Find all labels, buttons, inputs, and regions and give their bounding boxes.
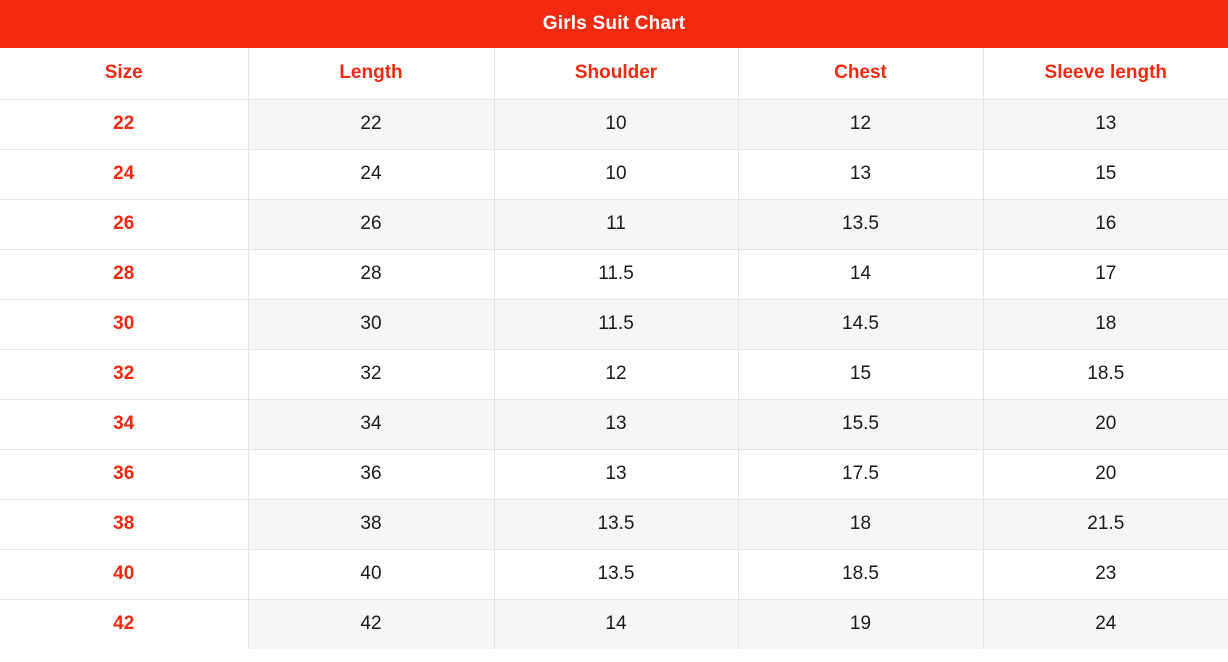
table-row — [0, 599, 1228, 649]
cell-sleeve-length: 17 — [983, 249, 1228, 299]
table-row — [0, 349, 1228, 399]
table-row — [0, 399, 1228, 449]
cell-chest: 13.5 — [738, 199, 983, 249]
table-row — [0, 149, 1228, 199]
cell-length: 36 — [248, 449, 494, 499]
cell-size: 32 — [0, 349, 248, 399]
cell-size: 30 — [0, 299, 248, 349]
cell-length: 28 — [248, 249, 494, 299]
cell-shoulder: 14 — [494, 599, 738, 649]
cell-length: 26 — [248, 199, 494, 249]
cell-length: 30 — [248, 299, 494, 349]
cell-size: 34 — [0, 399, 248, 449]
cell-chest: 14 — [738, 249, 983, 299]
table-row — [0, 299, 1228, 349]
cell-shoulder: 13 — [494, 449, 738, 499]
chart-body — [0, 99, 1228, 649]
cell-chest: 15.5 — [738, 399, 983, 449]
cell-shoulder: 10 — [494, 99, 738, 149]
cell-length: 40 — [248, 549, 494, 599]
table-row — [0, 199, 1228, 249]
cell-size: 36 — [0, 449, 248, 499]
cell-size: 26 — [0, 199, 248, 249]
cell-size: 40 — [0, 549, 248, 599]
cell-size: 22 — [0, 99, 248, 149]
chart-title-row — [0, 0, 1228, 48]
cell-shoulder: 13 — [494, 399, 738, 449]
cell-size: 24 — [0, 149, 248, 199]
cell-sleeve-length: 24 — [983, 599, 1228, 649]
cell-length: 32 — [248, 349, 494, 399]
chart-title: Girls Suit Chart — [0, 0, 1228, 48]
cell-size: 42 — [0, 599, 248, 649]
cell-chest: 13 — [738, 149, 983, 199]
column-header-sleeve-length: Sleeve length — [983, 48, 1228, 99]
cell-shoulder: 11.5 — [494, 299, 738, 349]
cell-shoulder: 11 — [494, 199, 738, 249]
column-header-shoulder: Shoulder — [494, 48, 738, 99]
table-row — [0, 249, 1228, 299]
cell-chest: 19 — [738, 599, 983, 649]
column-header-chest: Chest — [738, 48, 983, 99]
cell-chest: 18.5 — [738, 549, 983, 599]
cell-sleeve-length: 13 — [983, 99, 1228, 149]
cell-size: 38 — [0, 499, 248, 549]
cell-chest: 14.5 — [738, 299, 983, 349]
cell-sleeve-length: 16 — [983, 199, 1228, 249]
cell-length: 22 — [248, 99, 494, 149]
cell-sleeve-length: 23 — [983, 549, 1228, 599]
cell-sleeve-length: 18 — [983, 299, 1228, 349]
table-row — [0, 499, 1228, 549]
cell-length: 38 — [248, 499, 494, 549]
cell-chest: 17.5 — [738, 449, 983, 499]
table-row — [0, 449, 1228, 499]
cell-shoulder: 10 — [494, 149, 738, 199]
cell-sleeve-length: 21.5 — [983, 499, 1228, 549]
cell-shoulder: 13.5 — [494, 549, 738, 599]
column-header-row — [0, 48, 1228, 99]
cell-shoulder: 11.5 — [494, 249, 738, 299]
cell-shoulder: 13.5 — [494, 499, 738, 549]
cell-chest: 18 — [738, 499, 983, 549]
cell-shoulder: 12 — [494, 349, 738, 399]
cell-sleeve-length: 15 — [983, 149, 1228, 199]
table-row — [0, 99, 1228, 149]
table-row — [0, 549, 1228, 599]
cell-sleeve-length: 18.5 — [983, 349, 1228, 399]
cell-length: 24 — [248, 149, 494, 199]
cell-sleeve-length: 20 — [983, 399, 1228, 449]
cell-length: 34 — [248, 399, 494, 449]
cell-length: 42 — [248, 599, 494, 649]
column-header-length: Length — [248, 48, 494, 99]
cell-chest: 15 — [738, 349, 983, 399]
cell-sleeve-length: 20 — [983, 449, 1228, 499]
column-header-size: Size — [0, 48, 248, 99]
cell-size: 28 — [0, 249, 248, 299]
cell-chest: 12 — [738, 99, 983, 149]
